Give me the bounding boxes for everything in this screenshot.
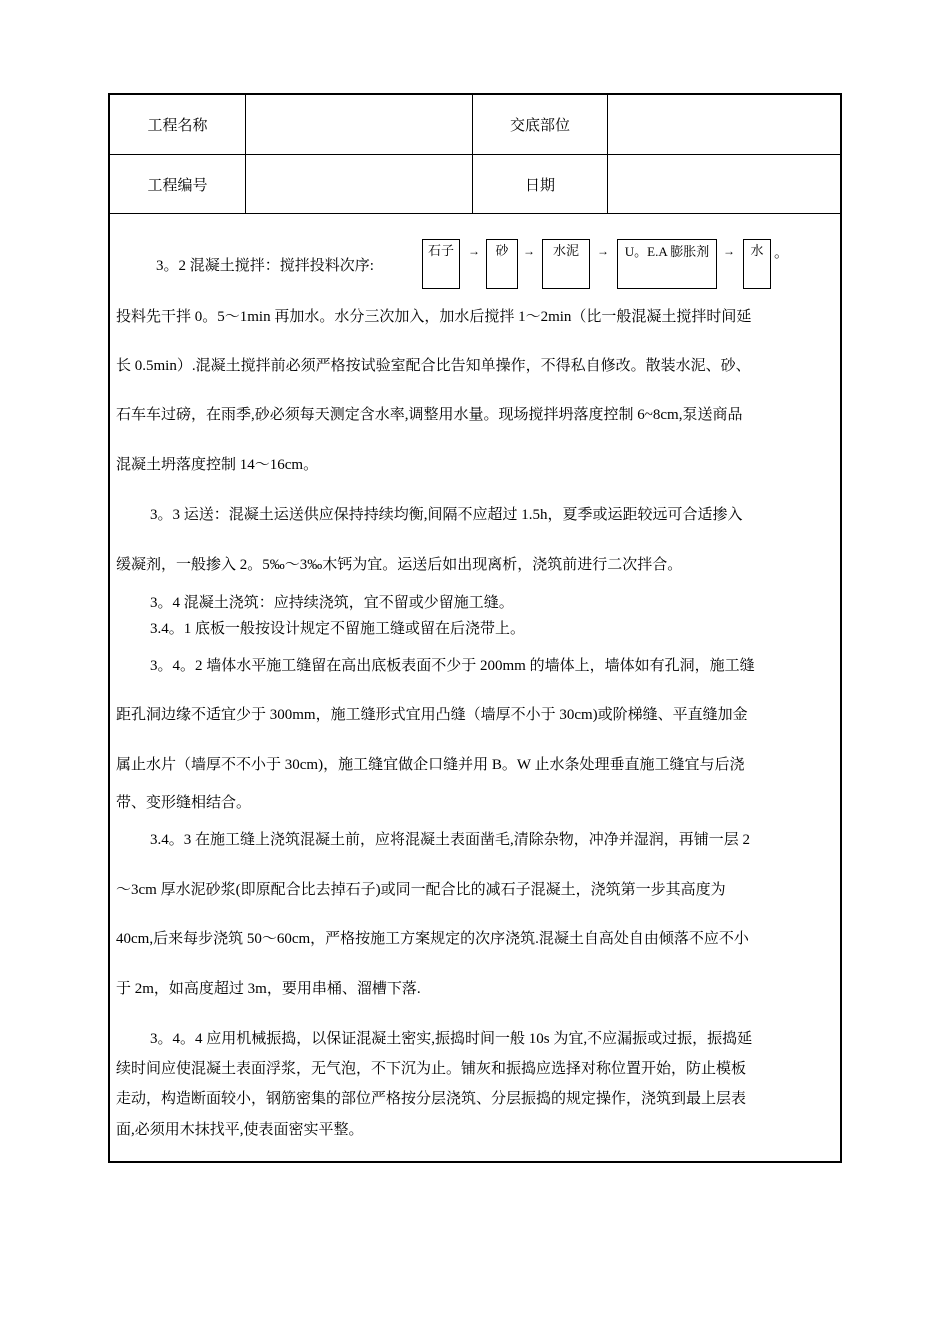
flow-suffix: 。 xyxy=(774,245,790,261)
arrow-icon: → xyxy=(597,244,609,258)
text-line: ～3cm 厚水泥砂浆(即原配合比去掉石子)或同一配合比的减石子混凝土，浇筑第一步其高度为 xyxy=(116,882,726,898)
arrow-icon: → xyxy=(523,244,535,258)
project-name-label: 工程名称 xyxy=(147,118,208,134)
text-line: 石车车过磅，在雨季,砂必须每天测定含水率,调整用水量。现场搅拌坍落度控制 6~8cm,泵送商品 xyxy=(116,407,743,423)
flow-step-water: 水 xyxy=(743,239,771,289)
disclosure-form xyxy=(108,93,842,1163)
arrow-icon: → xyxy=(468,244,480,258)
date-label: 日期 xyxy=(524,177,555,194)
text-line: 3。4。2 墙体水平施工缝留在高出底板表面不少于 200mm 的墙体上，墙体如有孔洞，施工缝 xyxy=(150,658,755,674)
flow-step-uea-expansive-agent: U。E.A 膨胀剂 xyxy=(617,239,717,289)
text-line: 面,必须用木抹找平,使表面密实平整。 xyxy=(116,1122,364,1138)
text-line: 3.4。3 在施工缝上浇筑混凝土前，应将混凝土表面凿毛,清除杂物，冲净并湿润，再铺一层 2 xyxy=(150,832,751,848)
text-line: 长 0.5min）.混凝土搅拌前必须严格按试验室配合比告知单操作，不得私自修改。散装水泥、砂、 xyxy=(116,358,751,374)
text-line: 续时间应使混凝土表面浮浆，无气泡，不下沉为止。铺灰和振捣应选择对称位置开始，防止模板 xyxy=(116,1061,747,1077)
text-line: 3.4。1 底板一般按设计规定不留施工缝或留在后浇带上。 xyxy=(150,621,526,637)
text-line: 3。4。4 应用机械振捣，以保证混凝土密实,振捣时间一般 10s 为宜,不应漏振或过振，振捣延 xyxy=(150,1031,753,1047)
text-line: 走动，构造断面较小，钢筋密集的部位严格按分层浇筑、分层振捣的规定操作，浇筑到最上层表 xyxy=(116,1091,747,1107)
text-line: 3。4 混凝土浇筑：应持续浇筑，宜不留或少留施工缝。 xyxy=(150,595,514,611)
text-line: 带、变形缝相结合。 xyxy=(116,795,252,811)
flow-step-sand: 砂 xyxy=(486,239,518,289)
text-line: 40cm,后来每步浇筑 50～60cm，严格按施工方案规定的次序浇筑.混凝土自高处自由倾落不应不小 xyxy=(116,931,749,947)
text-line: 于 2m，如高度超过 3m，要用串桶、溜槽下落. xyxy=(116,981,421,997)
project-no-label: 工程编号 xyxy=(147,177,208,194)
flow-step-stone: 石子 xyxy=(422,239,460,289)
flow-step-cement: 水泥 xyxy=(542,239,590,289)
location-label: 交底部位 xyxy=(509,118,570,134)
text-line: 属止水片（墙厚不不小于 30cm)，施工缝宜做企口缝并用 B。W 止水条处理垂直施工缝宜与后浇 xyxy=(116,757,745,773)
flow-prefix: 3。2 混凝土搅拌：搅拌投料次序: xyxy=(156,258,374,274)
text-line: 3。3 运送：混凝土运送供应保持持续均衡,间隔不应超过 1.5h，夏季或运距较远可合适掺入 xyxy=(150,507,743,523)
arrow-icon: → xyxy=(723,244,735,258)
text-line: 距孔洞边缘不适宜少于 300mm，施工缝形式宜用凸缝（墙厚不小于 30cm)或阶梯缝、平直缝加金 xyxy=(116,707,748,723)
text-line: 缓凝剂，一般掺入 2。5‰～3‰木钙为宜。运送后如出现离析，浇筑前进行二次拌合。 xyxy=(116,557,683,573)
text-line: 投料先干拌 0。5～1min 再加水。水分三次加入，加水后搅拌 1～2min（比一般混凝土搅拌时间延 xyxy=(116,309,752,325)
body-text xyxy=(116,95,836,1155)
text-line: 混凝土坍落度控制 14～16cm。 xyxy=(116,457,319,473)
